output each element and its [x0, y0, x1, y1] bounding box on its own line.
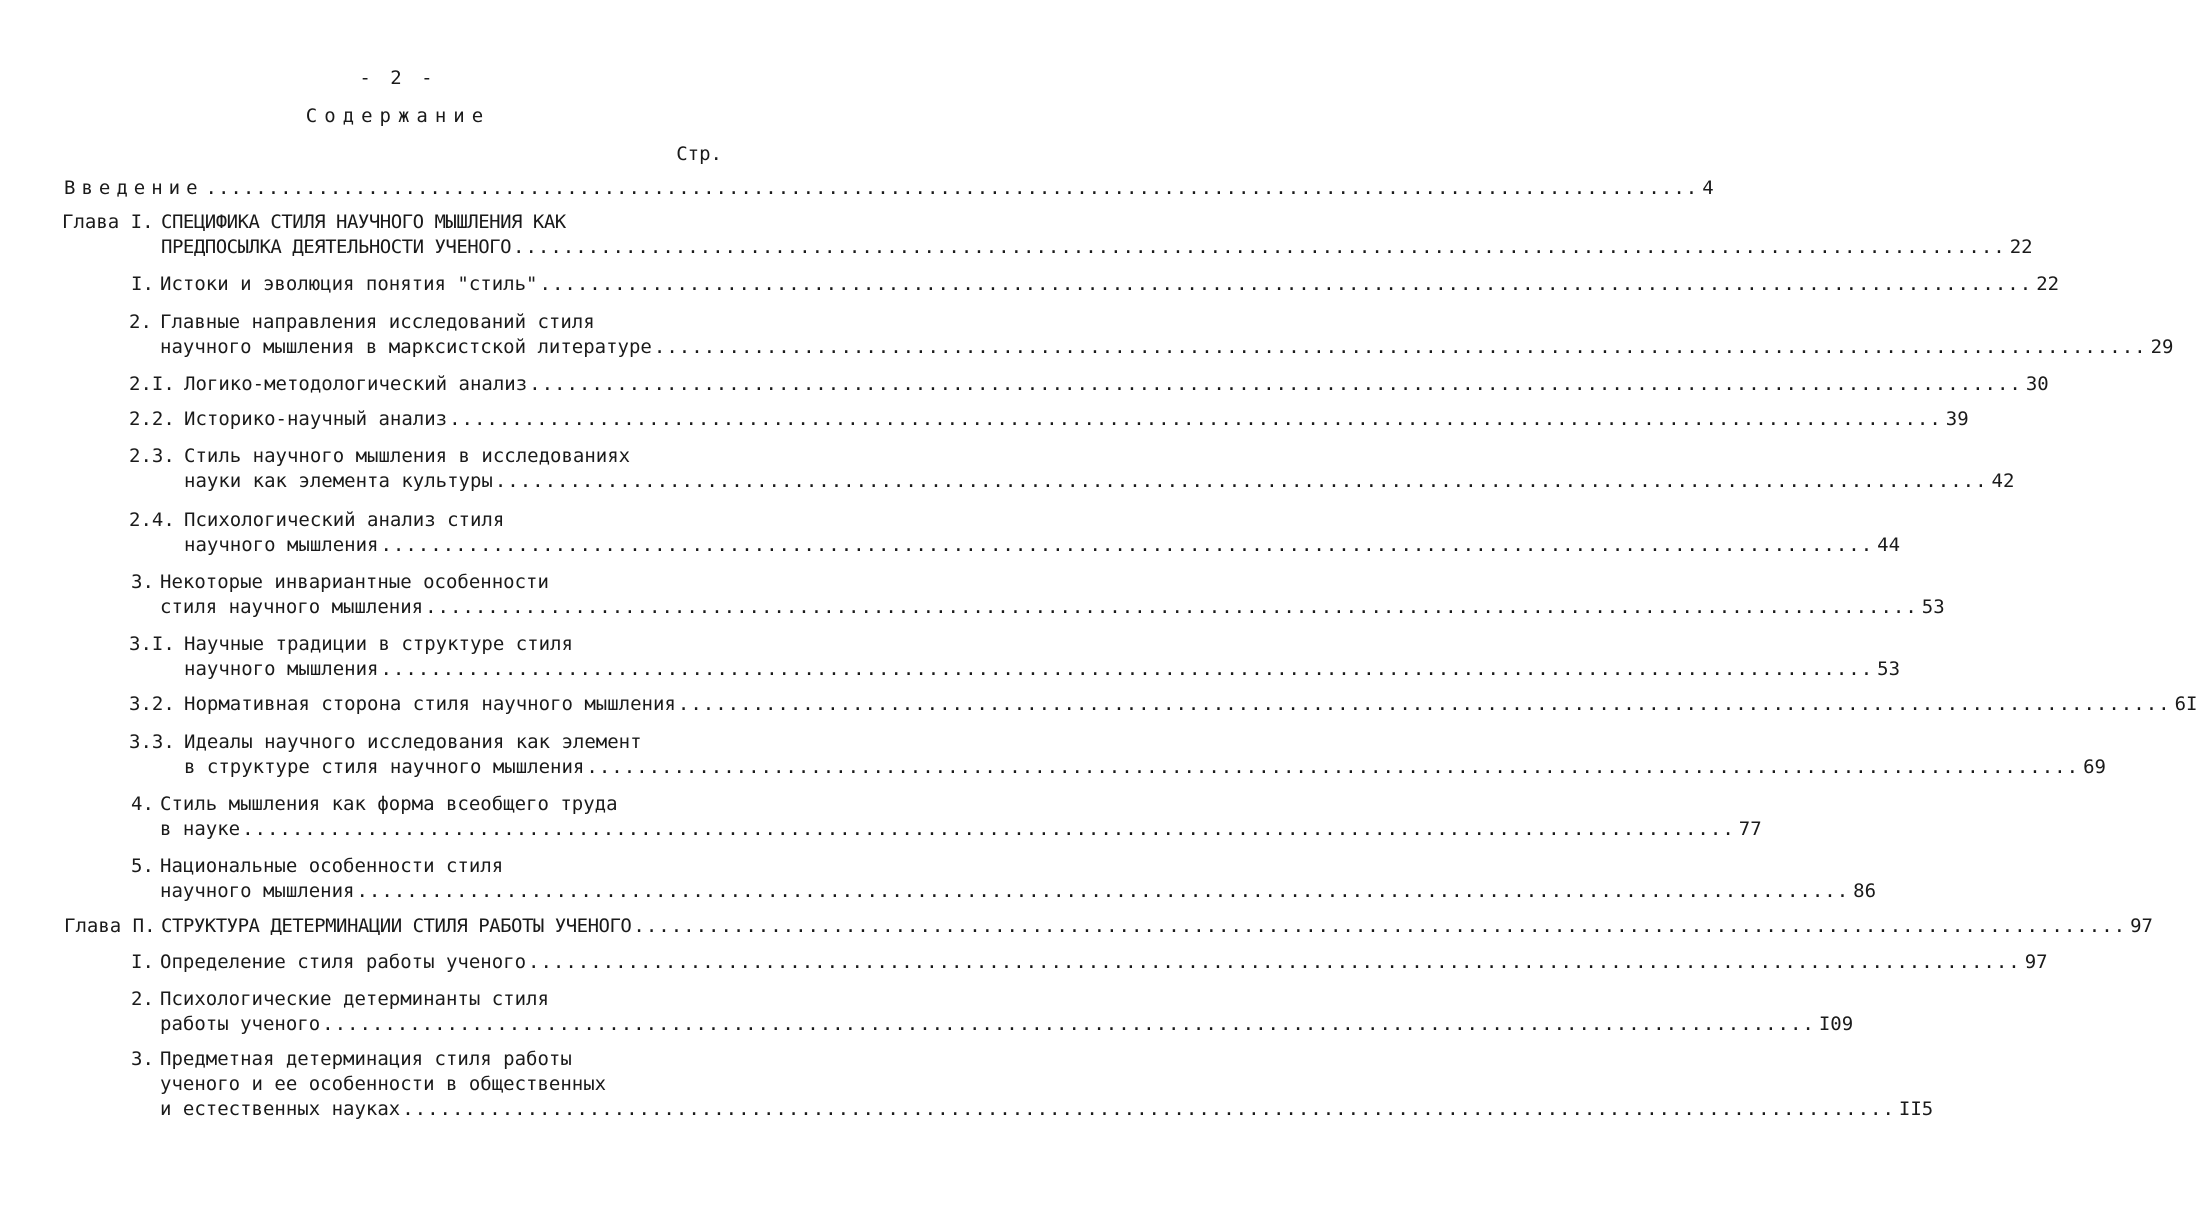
section-number: 3.: [131, 571, 154, 593]
entry-leader-line: [161, 914, 2153, 938]
dot-leader: ........................................................................................................................: [380, 534, 1874, 556]
dot-leader: ........................................................................................................................: [539, 273, 2033, 295]
page-ref: II5: [1898, 1098, 1934, 1120]
entry-title-line: Стиль научного мышления в исследованиях: [184, 445, 631, 467]
entry-title-line: в науке: [160, 818, 241, 840]
entry-title-line: Стиль мышления как форма всеобщего труда: [160, 793, 618, 815]
entry-leader-line: [184, 407, 1969, 431]
section-number: 2.: [129, 311, 152, 333]
dot-leader: ........................................................................................................................: [529, 373, 2022, 395]
section-number: 3.I.: [129, 633, 175, 655]
section-number: 2.: [131, 988, 154, 1010]
page-ref: 42: [1991, 470, 2015, 492]
section-number: 2.4.: [129, 509, 175, 531]
page-ref: 4: [1702, 177, 1714, 199]
page-ref: 77: [1738, 818, 1762, 840]
entry-title-line: СПЕЦИФИКА СТИЛЯ НАУЧНОГО МЫШЛЕНИЯ КАК: [161, 211, 566, 233]
section-number: 3.3.: [129, 731, 175, 753]
entry-leader-line: [160, 1097, 1934, 1121]
entry-title-line: ПРЕДПОСЫЛКА ДЕЯТЕЛЬНОСТИ УЧЕНОГО: [161, 236, 512, 258]
dot-leader: ........................................................................................................................: [449, 408, 1942, 430]
entry-title-line: научного мышления в марксистской литературе: [160, 336, 652, 358]
page-ref: 86: [1853, 880, 1877, 902]
entry-leader-line: [160, 335, 2174, 359]
page-column-label: Стр.: [676, 143, 722, 165]
section-number: 3.: [131, 1048, 154, 1070]
page-number: - 2 -: [359, 67, 437, 89]
page-ref: 29: [2150, 336, 2174, 358]
page-ref: 22: [2036, 273, 2060, 295]
entry-title-line: Определение стиля работы ученого: [160, 951, 527, 973]
entry-title-line: научного мышления: [160, 880, 355, 902]
entry-title-line: Логико-методологический анализ: [184, 373, 528, 395]
dot-leader: ........................................................................................................................: [425, 596, 1918, 618]
page-ref: 39: [1945, 408, 1969, 430]
section-number: 2.2.: [129, 408, 175, 430]
entry-title-line: Идеалы научного исследования как элемент: [184, 731, 642, 753]
entry-leader-line: [160, 1012, 1854, 1036]
dot-leader: ........................................................................................................................: [322, 1013, 1815, 1035]
entry-title-line: Историко-научный анализ: [184, 408, 448, 430]
page-ref: 44: [1877, 534, 1901, 556]
entry-title-line: Научные традиции в структуре стиля: [184, 633, 573, 655]
entry-leader-line: [184, 533, 1901, 557]
page-ref: 30: [2025, 373, 2049, 395]
entry-title-line: работы ученого: [160, 1013, 321, 1035]
page-ref: 22: [2009, 236, 2033, 258]
entry-leader-line: [64, 176, 1714, 200]
dot-leader: ........................................................................................................................: [653, 336, 2147, 358]
entry-title-line: ученого и ее особенности в общественных: [160, 1073, 607, 1095]
dot-leader: ........................................................................................................................: [528, 951, 2021, 973]
entry-leader-line: [160, 950, 2048, 974]
entry-leader-line: [160, 272, 2060, 296]
section-number: 5.: [131, 855, 154, 877]
dot-leader: ........................................................................................................................: [513, 236, 2006, 258]
entry-title-line: в структуре стиля научного мышления: [184, 756, 585, 778]
dot-leader: ........................................................................................................................: [242, 818, 1735, 840]
dot-leader: ........................................................................................................................: [402, 1098, 1895, 1120]
section-number: 2.3.: [129, 445, 175, 467]
section-number: 3.2.: [129, 693, 175, 715]
entry-title-line: Национальные особенности стиля: [160, 855, 504, 877]
section-number: I.: [131, 273, 154, 295]
dot-leader: ........................................................................................................................: [356, 880, 1850, 902]
entry-title-line: Нормативная сторона стиля научного мышления: [184, 693, 676, 715]
page-ref: 6I: [2174, 693, 2197, 715]
page-ref: 97: [2130, 915, 2153, 937]
entry-title-line: Психологический анализ стиля: [184, 509, 505, 531]
dot-leader: ........................................................................................................................: [205, 177, 1699, 199]
entry-title-line: Истоки и эволюция понятия "стиль": [160, 273, 538, 295]
dot-leader: ........................................................................................................................: [586, 756, 2080, 778]
page-ref: 53: [1877, 658, 1901, 680]
entry-title-line: Предметная детерминация стиля работы: [160, 1048, 572, 1070]
entry-title-line: Введение: [64, 177, 204, 199]
entry-title-line: научного мышления: [184, 658, 379, 680]
chapter-label: Глава I.: [62, 211, 154, 233]
section-number: 4.: [131, 793, 154, 815]
entry-leader-line: [160, 879, 1877, 903]
chapter-label: Глава П.: [64, 915, 156, 937]
dot-leader: ........................................................................................................................: [494, 470, 1988, 492]
entry-leader-line: [161, 235, 2033, 259]
page-ref: 53: [1921, 596, 1945, 618]
page-ref: 97: [2024, 951, 2048, 973]
entry-leader-line: [184, 657, 1901, 681]
page-ref: I09: [1818, 1013, 1854, 1035]
entry-leader-line: [184, 692, 2197, 716]
entry-leader-line: [184, 372, 2049, 396]
entry-title-line: научного мышления: [184, 534, 379, 556]
entry-leader-line: [184, 469, 2015, 493]
page-title: Содержание: [305, 105, 491, 127]
entry-title-line: стиля научного мышления: [160, 596, 424, 618]
entry-leader-line: [160, 595, 1945, 619]
entry-leader-line: [184, 755, 2106, 779]
dot-leader: ........................................................................................................................: [633, 915, 2127, 937]
page-ref: 69: [2083, 756, 2106, 778]
entry-title-line: Некоторые инвариантные особенности: [160, 571, 549, 593]
dot-leader: ........................................................................................................................: [677, 693, 2171, 715]
entry-title-line: СТРУКТУРА ДЕТЕРМИНАЦИИ СТИЛЯ РАБОТЫ УЧЕНОГО: [161, 915, 632, 937]
entry-title-line: и естественных науках: [160, 1098, 401, 1120]
entry-leader-line: [160, 817, 1762, 841]
entry-title-line: науки как элемента культуры: [184, 470, 493, 492]
entry-title-line: Главные направления исследований стиля: [160, 311, 595, 333]
section-number: 2.I.: [129, 373, 175, 395]
entry-title-line: Психологические детерминанты стиля: [160, 988, 549, 1010]
section-number: I.: [131, 951, 154, 973]
dot-leader: ........................................................................................................................: [380, 658, 1874, 680]
